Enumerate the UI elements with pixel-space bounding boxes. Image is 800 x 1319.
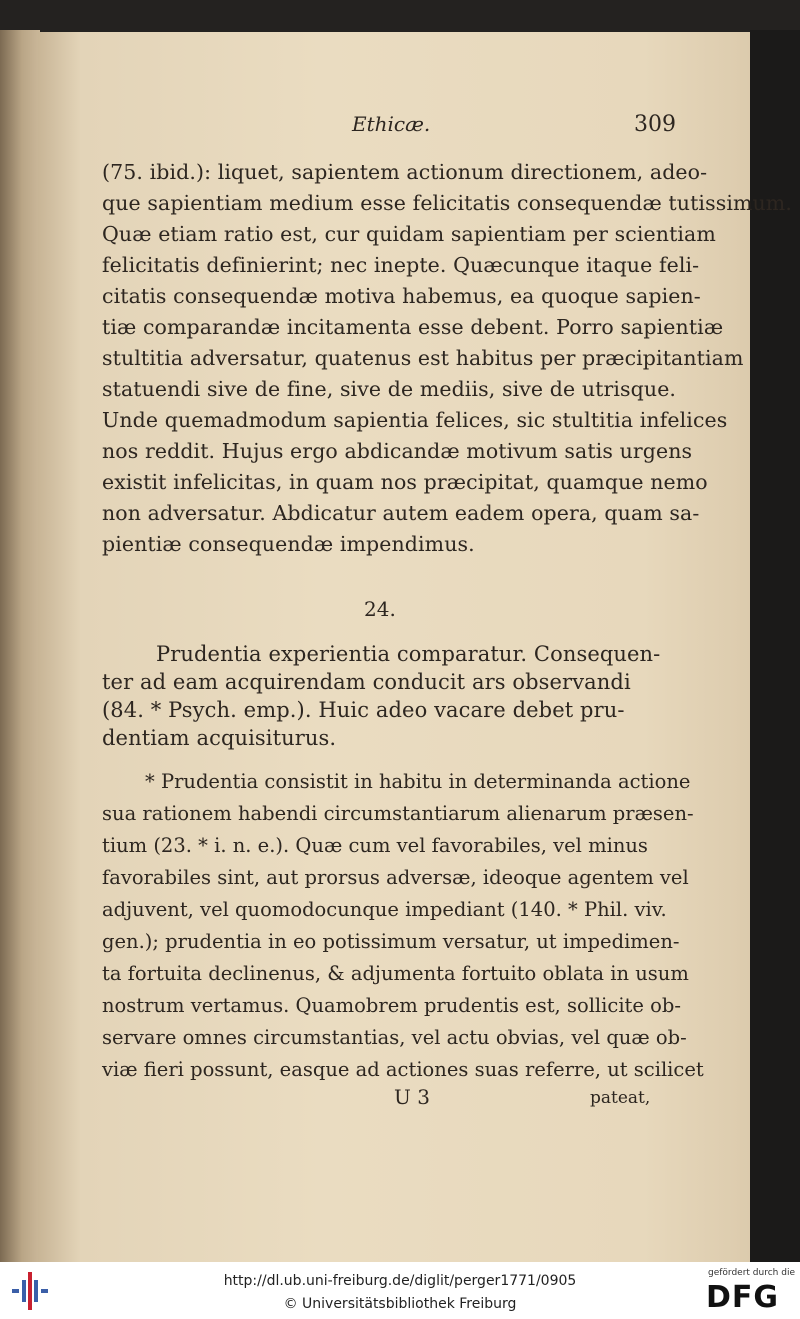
note-line: favorabiles sint, aut prorsus adversæ, ideoque agentem vel bbox=[102, 866, 689, 889]
text-line: citatis consequendæ motiva habemus, ea quoque sapien- bbox=[102, 284, 701, 308]
dfg-logo: DFG bbox=[706, 1280, 780, 1315]
note-line: nostrum vertamus. Quamobrem prudentis est, sollicite ob- bbox=[102, 994, 681, 1017]
signature-mark: U 3 bbox=[394, 1085, 430, 1109]
text-line: pientiæ consequendæ impendimus. bbox=[102, 532, 475, 556]
text-line: nos reddit. Hujus ergo abdicandæ motivum satis urgens bbox=[102, 439, 693, 463]
text-line: Quæ etiam ratio est, cur quidam sapientiam per scientiam bbox=[102, 222, 716, 246]
text-line: felicitatis definierint; nec inepte. Quæcunque itaque feli- bbox=[102, 253, 700, 277]
note-line: viæ fieri possunt, easque ad actiones suas referre, ut scilicet bbox=[102, 1058, 704, 1081]
text-line: (75. ibid.): liquet, sapientem actionum directionem, adeo- bbox=[102, 160, 708, 184]
section-number: 24. bbox=[364, 597, 396, 621]
copyright-notice: © Universitätsbibliothek Freiburg bbox=[283, 1296, 517, 1312]
viewer-footer bbox=[0, 1262, 800, 1319]
section-line: dentiam acquisiturus. bbox=[102, 726, 337, 750]
page-number: 309 bbox=[634, 112, 676, 137]
running-head: Ethicæ. bbox=[352, 112, 431, 136]
document-url[interactable]: http://dl.ub.uni-freiburg.de/diglit/perger1771/0905 bbox=[223, 1273, 577, 1289]
note-line: tium (23. * i. n. e.). Quæ cum vel favorabiles, vel minus bbox=[102, 834, 648, 857]
text-line: statuendi sive de fine, sive de mediis, sive de utrisque. bbox=[102, 377, 677, 401]
note-line: gen.); prudentia in eo potissimum versatur, ut impedimen- bbox=[102, 930, 680, 953]
catchword: pateat, bbox=[590, 1088, 651, 1108]
note-line: ta fortuita declinenus, & adjumenta fortuito oblata in usum bbox=[102, 962, 689, 985]
text-line: Unde quemadmodum sapientia felices, sic stultitia infelices bbox=[102, 408, 728, 432]
text-line: stultitia adversatur, quatenus est habitus per præcipitantiam bbox=[102, 346, 744, 370]
section-line: Prudentia experientia comparatur. Consequen- bbox=[156, 642, 661, 666]
text-line: que sapientiam medium esse felicitatis consequendæ tutissimum. bbox=[102, 191, 792, 215]
note-line: servare omnes circumstantias, vel actu obvias, vel quæ ob- bbox=[102, 1026, 687, 1049]
text-line: non adversatur. Abdicatur autem eadem opera, quam sa- bbox=[102, 501, 700, 525]
note-line: * Prudentia consistit in habitu in determinanda actione bbox=[145, 770, 691, 793]
section-line: ter ad eam acquirendam conducit ars observandi bbox=[102, 670, 631, 694]
note-line: adjuvent, vel quomodocunque impediant (140. * Phil. viv. bbox=[102, 898, 667, 921]
funder-text: gefördert durch die bbox=[708, 1268, 795, 1278]
section-line: (84. * Psych. emp.). Huic adeo vacare debet pru- bbox=[102, 698, 625, 722]
left-page-edge bbox=[0, 30, 40, 1262]
note-line: sua rationem habendi circumstantiarum alienarum præsen- bbox=[102, 802, 694, 825]
text-line: tiæ comparandæ incitamenta esse debent. Porro sapientiæ bbox=[102, 315, 724, 339]
text-line: existit infelicitas, in quam nos præcipitat, quamque nemo bbox=[102, 470, 708, 494]
